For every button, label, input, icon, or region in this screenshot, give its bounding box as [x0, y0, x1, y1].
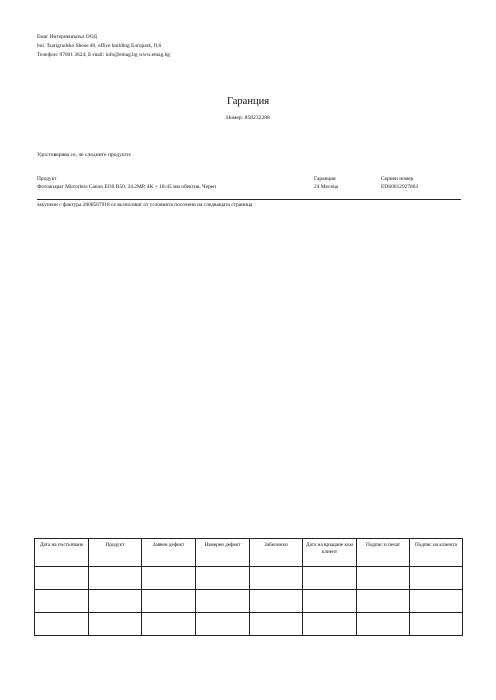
- table-cell: [357, 590, 410, 613]
- document-title: Гаранция: [226, 96, 270, 107]
- table-cell: [89, 613, 142, 636]
- product-serial: EDS0012927803: [381, 184, 419, 190]
- col-claimed-defect: Заявен дефект: [142, 539, 196, 567]
- product-name: Фотоапарат Mirrorless Canon EOS R50, 24.2MP, 4K + 18-45 мм обектив, Черен: [37, 184, 216, 190]
- col-client-signature: Подпис на клиента: [410, 539, 463, 567]
- table-cell: [410, 590, 463, 613]
- table-cell: [410, 567, 463, 590]
- col-signature-stamp: Подпис и печат: [357, 539, 410, 567]
- company-name: Емаг Интернешънъл ООД: [37, 34, 97, 40]
- warranty-number: Номер: 858232288: [226, 115, 270, 121]
- company-info: [37, 33, 170, 60]
- table-cell: [196, 590, 250, 613]
- table-row: [35, 613, 463, 636]
- company-address: bul. Tsarigradsko Shose 40, office building Europark, fl.6: [37, 43, 162, 49]
- table-cell: [196, 567, 250, 590]
- table-cell: [35, 590, 89, 613]
- table-cell: [357, 567, 410, 590]
- table-cell: [303, 613, 357, 636]
- table-row: [35, 567, 463, 590]
- table-cell: [142, 567, 196, 590]
- header-serial: Сериен номер: [381, 176, 414, 182]
- table-cell: [410, 613, 463, 636]
- table-cell: [250, 590, 303, 613]
- table-cell: [35, 613, 89, 636]
- separator-line: [37, 199, 461, 200]
- col-notes: Забележки: [250, 539, 303, 567]
- col-found-defect: Намерен дефект: [196, 539, 250, 567]
- company-contacts: Телефон: 07001 3624; E-mail: info@emag.bg www.emag.bg: [37, 52, 171, 58]
- table-cell: [250, 567, 303, 590]
- table-cell: [89, 590, 142, 613]
- service-log-table: [34, 538, 463, 636]
- col-received-date: Дата на постъпване: [35, 539, 89, 567]
- product-warranty: 24 Месеца: [314, 184, 339, 190]
- header-product: Продукт: [37, 176, 57, 182]
- table-cell: [89, 567, 142, 590]
- table-cell: [303, 567, 357, 590]
- certify-text: Удостоверява се, че следните продукти:: [37, 152, 132, 158]
- table-cell: [142, 613, 196, 636]
- table-cell: [250, 613, 303, 636]
- table-cell: [303, 590, 357, 613]
- table-cell: [35, 567, 89, 590]
- table-cell: [196, 613, 250, 636]
- invoice-note: закупени с фактура 2008567918 се възползват от условията посочени на следващата страница: [37, 202, 253, 208]
- col-product: Продукт: [89, 539, 142, 567]
- service-log-body: [35, 567, 463, 636]
- service-log-header-row: [35, 539, 463, 567]
- table-cell: [142, 590, 196, 613]
- table-row: [35, 590, 463, 613]
- col-return-date: Дата на връщане към клиент: [303, 539, 357, 567]
- header-warranty: Гаранция: [314, 176, 336, 182]
- table-cell: [357, 613, 410, 636]
